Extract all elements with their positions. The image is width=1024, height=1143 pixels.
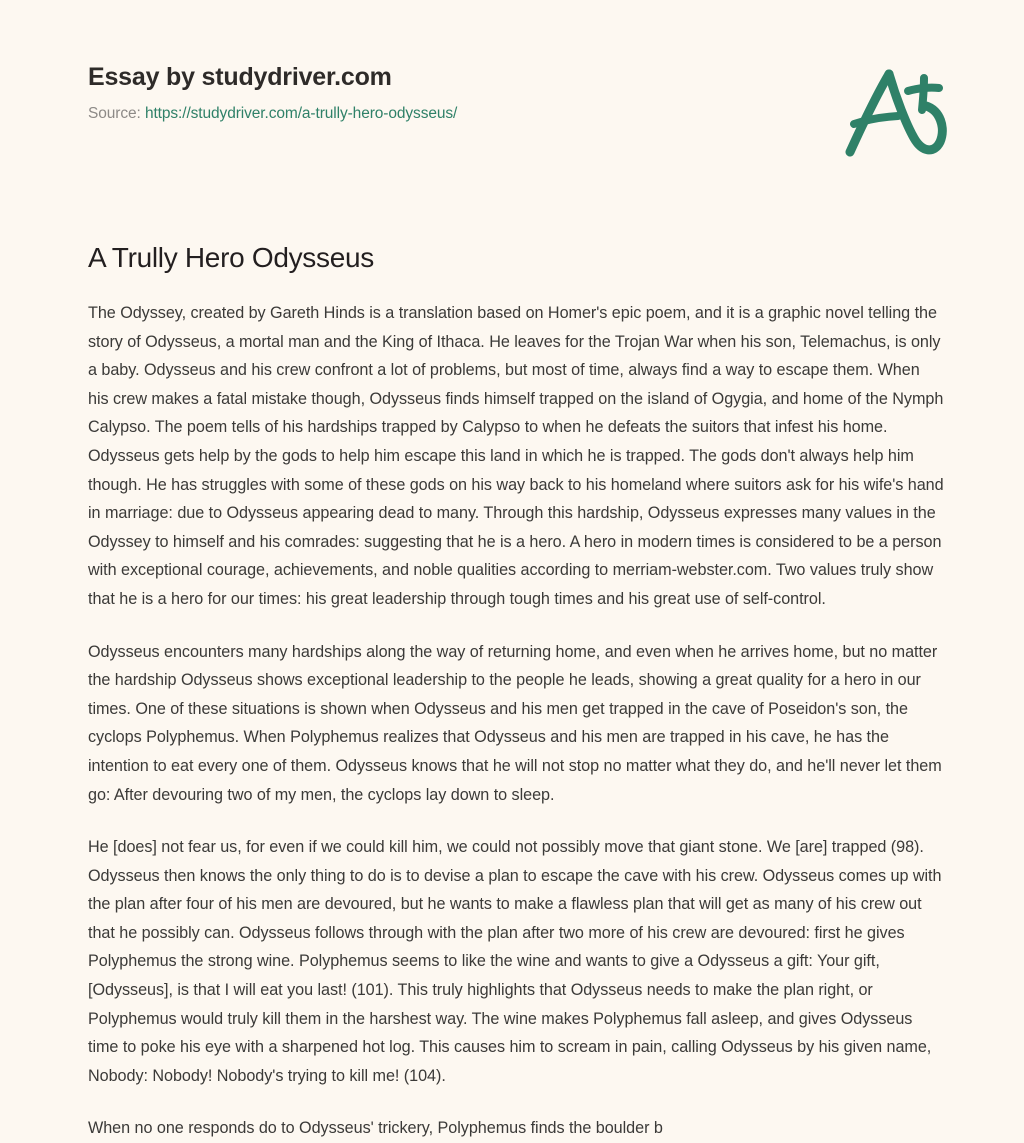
- source-label: Source:: [88, 105, 141, 122]
- paragraph: He [does] not fear us, for even if we could kill him, we could not possibly move that giant stone. We [are] trapped (98). Odysseus then knows the only thing to do is to devise a plan to escape the cave with his crew. Odysseus comes up with the plan after four of his men are devoured, but he wants to make a flawless plan that will get as many of his crew out that he possibly can. Odysseus follows through with the plan after two more of his crew are devoured: first he gives Polyphemus the strong wine. Polyphemus seems to like the wine and wants to give a Odysseus a gift: Your gift, [Odysseus], is that I will eat you last! (101). This truly highlights that Odysseus needs to make the plan right, or Polyphemus would truly kill them in the harshest way. The wine makes Polyphemus fall asleep, and gives Odysseus time to poke his eye with a sharpened hot log. This causes him to scream in pain, calling Odysseus by his given name, Nobody: Nobody! Nobody's trying to kill me! (104).: [88, 838, 942, 1085]
- source-url-link[interactable]: https://studydriver.com/a-trully-hero-odysseus/: [144, 105, 458, 122]
- article-body: [88, 275, 944, 1143]
- article: [0, 118, 1024, 1143]
- site-heading: Essay by studydriver.com: [88, 63, 392, 91]
- page-title: A Trully Hero Odysseus: [88, 242, 374, 273]
- paragraph: The Odyssey, created by Gareth Hinds is a translation based on Homer's epic poem, and it is a graphic novel telling the story of Odysseus, a mortal man and the King of Ithaca. He leaves for the Trojan War when his son, Telemachus, is only a baby. Odysseus and his crew confront a lot of problems, but most of time, always find a way to escape them. When his crew makes a fatal mistake though, Odysseus finds himself trapped on the island of Ogygia, and home of the Nymph Calypso. The poem tells of his hardships trapped by Calypso to when he defeats the suitors that infest his home. Odysseus gets help by the gods to help him escape this land in which he is trapped. The gods don't always help him though. He has struggles with some of these gods on his way back to his homeland where suitors ask for his wife's hand in marriage: due to Odysseus appearing dead to many. Through this hardship, Odysseus expresses many values in the Odyssey to himself and his comrades: suggesting that he is a hero. A hero in modern times is considered to be a person with exceptional courage, achievements, and noble qualities according to merriam-webster.com. Two values truly show that he is a hero for our times: his great leadership through tough times and his great use of self-control.: [88, 304, 944, 608]
- a-plus-logo-icon: [834, 58, 952, 166]
- a-plus-logo-glyph: [834, 58, 952, 166]
- page-header: [0, 0, 1024, 122]
- paragraph: When no one responds do to Odysseus' trickery, Polyphemus finds the boulder b: [88, 1119, 663, 1138]
- source-line: [88, 105, 944, 123]
- paragraph: Odysseus encounters many hardships along the way of returning home, and even when he arrives home, but no matter the hardship Odysseus shows exceptional leadership to the people he leads, showing a great quality for a hero in our times. One of these situations is shown when Odysseus and his men get trapped in the cave of Poseidon's son, the cyclops Polyphemus. When Polyphemus realizes that Odysseus and his men are trapped in his cave, he has the intention to eat every one of them. Odysseus knows that he will not stop no matter what they do, and he'll never let them go: After devouring two of my men, the cyclops lay down to sleep.: [88, 642, 942, 804]
